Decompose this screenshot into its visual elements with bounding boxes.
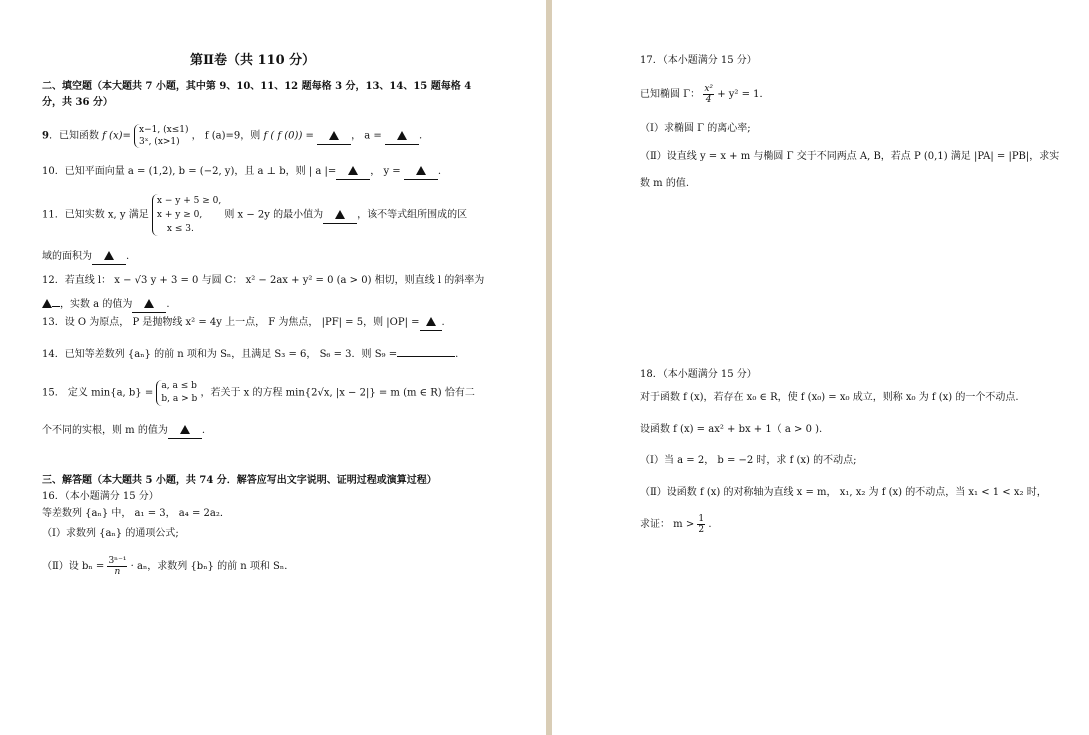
q15-text2: ，若关于 x 的方程 min{2√x, |x − 2|} = m (m ∈ R) 恰有二 [200, 387, 475, 399]
q15-text1: 15． 定义 min{a, b} = [42, 387, 154, 399]
q15-min-def [156, 380, 197, 406]
q15-c1: a, a ≤ b [161, 381, 197, 391]
q12-end: . [166, 299, 170, 310]
q18-heading: 18．（本小题满分 15 分） [640, 369, 757, 380]
q11-c1: x − y + 5 ≥ 0, [156, 196, 222, 206]
q10-text: 10．已知平面向量 a = (1,2), b = (−2, y)，且 a ⊥ b，则 | a |= [42, 166, 337, 177]
question-11-cont [42, 250, 129, 265]
q17-line1 [640, 84, 770, 105]
triangle-icon [144, 299, 154, 308]
q9-blank1 [317, 130, 351, 145]
question-13 [42, 316, 445, 331]
q16-heading: 16．（本小题满分 15 分） [42, 491, 159, 502]
q12-line2b: ，实数 a 的值为 [60, 299, 133, 310]
q17-heading: 17．（本小题满分 15 分） [640, 55, 757, 66]
q9-text5: . [418, 130, 423, 142]
section-2-heading-cont: 分，共 36 分） [42, 97, 113, 108]
q11-blank2 [92, 250, 126, 265]
q16-line1: 等差数列 {aₙ} 中， a₁ = 3， a₄ = 2a₂． [42, 508, 230, 519]
q11-text2: 则 x − 2y 的最小值为 [224, 209, 324, 221]
q17-part2: （Ⅱ）设直线 y = x + m 与椭圆 Γ 交于不同两点 A, B，若点 P (0,1) 满足 |PA| = |PB|，求实 [640, 151, 1060, 162]
q9-case1: x−1, (x≤1) [139, 125, 189, 135]
q11-text3: ，该不等式组所围成的区 [357, 209, 468, 221]
q16-p2a: （Ⅱ）设 bₙ = [42, 561, 105, 572]
q9-case2: 3ˣ, (x>1) [139, 137, 180, 147]
q15-blank [168, 424, 202, 439]
q17-part2-cont: 数 m 的值. [640, 178, 690, 189]
section-3-heading: 三、解答题（本大题共 5 小题，共 74 分．解答应写出文字说明、证明过程或演算过程） [42, 475, 437, 486]
triangle-icon [180, 425, 190, 434]
question-11 [42, 194, 467, 236]
triangle-icon [335, 210, 345, 219]
q10-mid: ， y = [370, 166, 401, 177]
q16-part2 [42, 556, 294, 577]
q17-part1: （Ⅰ）求椭圆 Γ 的离心率; [640, 123, 751, 134]
question-15 [42, 380, 475, 406]
q14-text: 14．已知等差数列 {aₙ} 的前 n 项和为 Sₙ，且满足 S₃ = 6， S₆ = 3．则 S₉ = [42, 349, 398, 360]
q18-frac-den: 2 [698, 525, 705, 535]
q17-line1b: + y² = 1． [717, 89, 770, 100]
q9-text2: ， f (a)=9，则 [191, 130, 261, 142]
q9-blank2 [385, 130, 419, 145]
question-12-cont [42, 298, 170, 313]
q11-c3: x ≤ 3. [166, 224, 194, 234]
q18-part2: （Ⅱ）设函数 f (x) 的对称轴为直线 x = m， x₁, x₂ 为 f (x) 的不动点，当 x₁ < 1 < x₂ 时， [640, 487, 1047, 498]
q18-line2: 设函数 f (x) = ax² + bx + 1（ a > 0 ). [640, 424, 823, 435]
q17-frac-num: x² [704, 84, 713, 94]
triangle-icon [329, 131, 339, 140]
q16-frac-den: n [114, 567, 121, 577]
q18-fraction [697, 514, 705, 535]
right-page [552, 0, 1089, 735]
q11-text1: 11．已知实数 x, y 满足 [42, 209, 149, 221]
q13-text: 13．设 O 为原点， P 是抛物线 x² = 4y 上一点， F 为焦点， |PF| = 5，则 |OP| = [42, 317, 420, 328]
q11-system [152, 194, 221, 236]
q15-c2: b, a > b [161, 394, 198, 404]
q17-frac-den: 4 [705, 95, 712, 105]
q11-line2: 域的面积为 [42, 251, 92, 262]
question-9 [42, 124, 422, 148]
q16-p2b: · aₙ，求数列 {bₙ} 的前 n 项和 Sₙ． [130, 561, 295, 572]
q18-p3a: 求证： m > [640, 519, 695, 530]
triangle-icon [426, 317, 436, 326]
q18-frac-num: 1 [698, 514, 705, 524]
q9-fx: f (x)= [102, 130, 131, 142]
triangle-icon [416, 166, 426, 175]
triangle-icon [42, 299, 52, 308]
q17-fraction [703, 84, 714, 105]
q14-end: . [455, 349, 459, 360]
q13-blank [420, 316, 442, 331]
q10-blank2 [404, 165, 438, 180]
q18-p3b: . [708, 519, 712, 530]
q9-piecewise [134, 124, 188, 148]
q9-text1: ．已知函数 [48, 130, 99, 142]
q18-line1: 对于函数 f (x)，若存在 x₀ ∈ R，使 f (x₀) = x₀ 成立，则称 x₀ 为 f (x) 的一个不动点. [640, 392, 1019, 403]
q11-blank1 [323, 209, 357, 224]
page-title: 第Ⅱ卷（共 110 分） [190, 53, 316, 68]
q12-blank1 [52, 306, 60, 307]
question-10 [42, 165, 441, 180]
q16-fraction [107, 556, 127, 577]
q16-part1: （Ⅰ）求数列 {aₙ} 的通项公式; [42, 528, 179, 539]
triangle-icon [397, 131, 407, 140]
q10-blank1 [336, 165, 370, 180]
question-15-cont [42, 424, 205, 439]
q9-text3: f ( f (0)) = [263, 130, 314, 142]
q10-end: . [437, 166, 442, 177]
q14-blank [397, 356, 455, 357]
q13-end: . [441, 317, 445, 328]
q15-end: . [201, 425, 206, 436]
q9-text4: ， a = [351, 130, 382, 142]
q16-frac-num: 3ⁿ⁻¹ [108, 556, 127, 566]
q12-blank2 [132, 298, 166, 313]
q15-line2: 个不同的实根，则 m 的值为 [42, 425, 168, 436]
triangle-icon [348, 166, 358, 175]
triangle-icon [104, 251, 114, 260]
q18-part1: （Ⅰ）当 a = 2， b = −2 时，求 f (x) 的不动点; [640, 455, 857, 466]
q11-c2: x + y ≥ 0, [156, 210, 203, 220]
q17-line1a: 已知椭圆 Γ： [640, 89, 701, 100]
q18-part3 [640, 514, 712, 535]
question-12: 12．若直线 l： x − √3 y + 3 = 0 与圆 C： x² − 2ax + y² = 0 (a > 0) 相切，则直线 l 的斜率为 [42, 275, 485, 286]
q9-number: 9 [42, 130, 49, 142]
section-2-heading: 二、填空题（本大题共 7 小题，其中第 9、10、11、12 题每格 3 分，13、14、15 题每格 4 [42, 81, 472, 92]
q11-end: . [126, 251, 130, 262]
question-14 [42, 348, 458, 362]
